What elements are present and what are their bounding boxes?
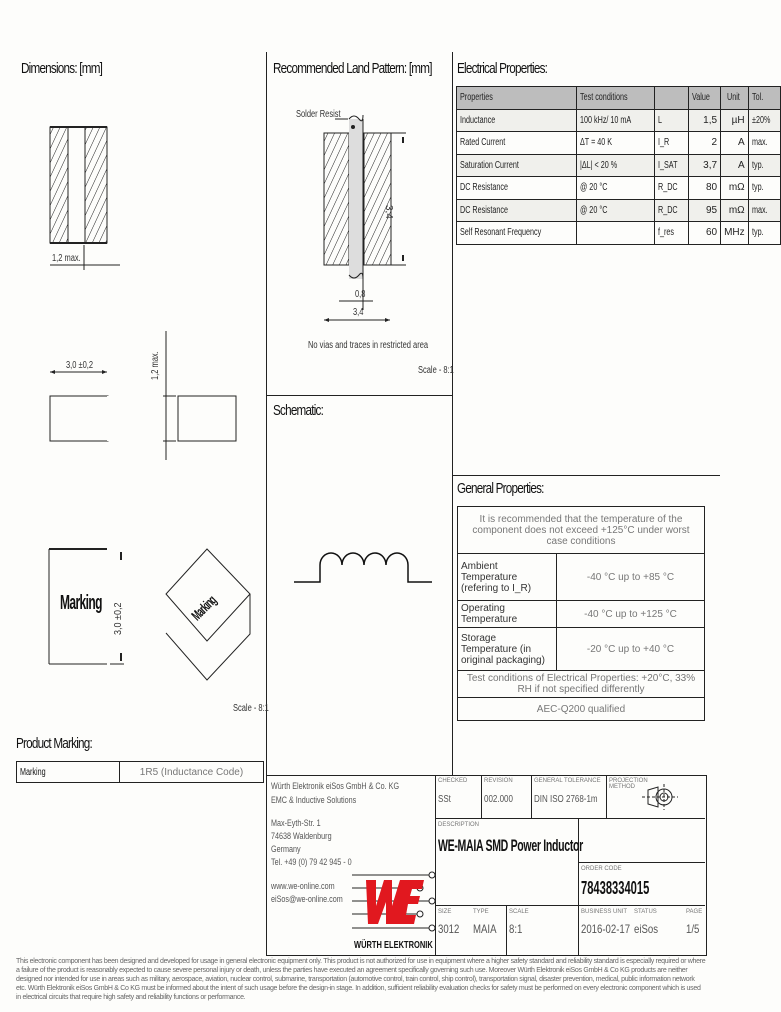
- table-row: [17, 762, 264, 783]
- header-unit: Unit: [726, 92, 740, 104]
- qualification-note: AEC-Q200 qualified: [458, 698, 705, 721]
- website-link[interactable]: www.we-online.com: [271, 881, 335, 891]
- bu-date-value: 2016-02-17: [581, 922, 631, 936]
- country: Germany: [271, 844, 301, 854]
- divider-right: [452, 52, 453, 776]
- solder-resist-label: Solder Resist: [296, 109, 341, 120]
- product-marking-title: Product Marking:: [16, 735, 92, 752]
- dim-width-label: 1,2 max.: [52, 253, 81, 264]
- value: 95: [689, 199, 721, 222]
- test-condition: 100 kHz/ 10 mA: [579, 114, 632, 126]
- type-label: TYPE: [473, 909, 489, 915]
- table-row: [458, 698, 705, 721]
- tb-divider: [435, 818, 705, 819]
- table-row: [457, 222, 781, 245]
- land-scale: Scale - 8:1: [418, 365, 454, 376]
- header-test-conditions: Test conditions: [579, 92, 628, 104]
- unit: µH: [721, 109, 749, 132]
- value: 1,5: [689, 109, 721, 132]
- table-row: [458, 628, 705, 671]
- marking-text: Marking: [60, 592, 102, 614]
- page-value: 1/5: [686, 922, 700, 936]
- tolerance: typ.: [751, 159, 764, 171]
- temperature-note: It is recommended that the temperature of the component does not exceed +125°C under worst case conditions: [458, 507, 705, 554]
- table-row: [457, 109, 781, 132]
- property-name: Self Resonant Frequency: [460, 227, 542, 239]
- dimensions-title: Dimensions: [mm]: [21, 60, 103, 77]
- property-name: Rated Current: [460, 137, 506, 149]
- table-header-row: [457, 87, 781, 110]
- table-row: [457, 132, 781, 155]
- property-name: Operating Temperature: [458, 601, 557, 628]
- tb-divider: [531, 775, 532, 818]
- description-label: DESCRIPTION: [438, 822, 480, 828]
- order-code: 78438334015: [581, 878, 650, 898]
- bu-date-label: BUSINESS UNIT: [581, 909, 628, 915]
- land-width-label: 3,4: [353, 307, 364, 318]
- symbol: I_SAT: [658, 159, 678, 171]
- dim-length-label: 3,0 ±0,2: [66, 360, 94, 371]
- unit: mΩ: [721, 199, 749, 222]
- general-properties-table: [457, 506, 705, 721]
- divider-land-schematic: [266, 395, 453, 396]
- tb-divider: [481, 775, 482, 818]
- projection-method-icon: [640, 780, 680, 814]
- property-value: -40 °C up to +85 °C: [557, 554, 705, 601]
- property-name: Ambient Temperature (refering to I_R): [458, 554, 557, 601]
- projection-label: PROJECTION METHOD: [609, 778, 648, 790]
- email-link[interactable]: eiSos@we-online.com: [271, 894, 343, 904]
- inductor-symbol: [290, 545, 440, 590]
- checked-value: SSt: [438, 794, 451, 805]
- table-row: [458, 554, 705, 601]
- property-name: Inductance: [460, 114, 496, 126]
- city: 74638 Waldenburg: [271, 831, 332, 841]
- tolerance: max.: [751, 137, 768, 149]
- test-condition: |ΔL| < 20 %: [579, 159, 618, 171]
- table-row: [457, 177, 781, 200]
- date-label: GENERAL TOLERANCE: [534, 778, 601, 784]
- land-height-label: 3,4: [383, 205, 394, 219]
- schematic-title: Schematic:: [273, 402, 324, 419]
- header-value: Value: [692, 92, 711, 104]
- dim-side-label: 3,0 ±0,2: [113, 602, 124, 635]
- checked-label: CHECKED: [438, 778, 468, 784]
- tolerance: typ.: [751, 227, 764, 239]
- we-logo: [352, 870, 436, 940]
- symbol: R_DC: [658, 204, 678, 216]
- type-value: MAIA: [473, 922, 497, 936]
- telephone: Tel. +49 (0) 79 42 945 - 0: [271, 857, 352, 867]
- value: 80: [689, 177, 721, 200]
- unit: MHz: [721, 222, 749, 245]
- property-name: Storage Temperature (in original packaging): [458, 628, 557, 671]
- tolerance: max.: [751, 204, 768, 216]
- scale-value: 8:1: [509, 922, 523, 936]
- table-row: [458, 601, 705, 628]
- revision-label: REVISION: [484, 778, 513, 784]
- size-value: 3012: [438, 922, 460, 936]
- test-condition: @ 20 °C: [579, 204, 608, 216]
- electrical-properties-table: [456, 86, 781, 245]
- marking-label: Marking: [20, 766, 46, 778]
- dimension-drawings: [0, 0, 266, 730]
- property-value: -40 °C up to +125 °C: [557, 601, 705, 628]
- tolerance: typ.: [751, 182, 764, 194]
- table-row: [457, 199, 781, 222]
- page-label: PAGE: [686, 909, 703, 915]
- property-name: Saturation Current: [460, 159, 519, 171]
- symbol: f_res: [658, 227, 675, 239]
- product-marking-table: [16, 761, 264, 783]
- tb-divider: [435, 905, 705, 906]
- unit: A: [721, 154, 749, 177]
- unit: A: [721, 132, 749, 155]
- header-properties: Properties: [460, 92, 493, 104]
- logo-brand-text: WÜRTH ELEKTRONIK: [354, 940, 433, 951]
- tb-divider: [606, 775, 607, 818]
- symbol: L: [658, 114, 663, 126]
- land-note: No vias and traces in restricted area: [308, 340, 429, 351]
- unit: mΩ: [721, 177, 749, 200]
- status-label: STATUS: [634, 909, 657, 915]
- general-title: General Properties:: [457, 480, 544, 497]
- marking-value: 1R5 (Inductance Code): [120, 762, 264, 783]
- company-name: Würth Elektronik eiSos GmbH & Co. KG: [271, 781, 400, 791]
- electrical-title: Electrical Properties:: [457, 60, 548, 77]
- land-gap-label: 0,8: [355, 289, 366, 300]
- division: EMC & Inductive Solutions: [271, 795, 357, 805]
- symbol: I_R: [658, 137, 670, 149]
- disclaimer-footer: This electronic component has been designed and developed for usage in general electronic equipment only. This product is not authorized for use in equipment where a higher safety standard and reliability standard is especially required or where a failure of the product is reasonably expected to cause severe personal injury or death, unless the parties have executed an agreement specifically governing such use. Moreover Würth Elektronik eiSos GmbH & Co KG products are neither designed nor intended for use in areas such as military, aerospace, aviation, nuclear control, submarine, transportation (automotive control, train control, ship control), transportation signal, disaster prevention, medical, public information network etc. Würth Elektronik eiSos GmbH & Co KG must be informed about the intent of such usage before the design-in stage. In addition, sufficient reliability evaluation checks for safety must be performed on every electronic component which is used in electrical circuits that require high safety and reliability functions or performance.: [16, 958, 706, 1001]
- test-condition: ΔT = 40 K: [579, 137, 612, 149]
- status-value: eiSos: [634, 922, 659, 936]
- divider-elec-general: [452, 475, 720, 476]
- value: 3,7: [689, 154, 721, 177]
- property-name: DC Resistance: [460, 204, 509, 216]
- table-row: [457, 154, 781, 177]
- size-label: SIZE: [438, 909, 452, 915]
- revision-value: 002.000: [484, 794, 513, 805]
- land-pattern-title: Recommended Land Pattern: [mm]: [273, 60, 432, 77]
- property-value: -20 °C up to +40 °C: [557, 628, 705, 671]
- scale-label: SCALE: [509, 909, 529, 915]
- dimensions-scale: Scale - 8:1: [233, 703, 269, 714]
- header-tol: Tol.: [751, 92, 763, 104]
- tolerance: ±20%: [751, 114, 771, 126]
- table-row: [458, 507, 705, 554]
- dim-height-label: 1,2 max.: [150, 351, 161, 380]
- marking-text-iso: Marking: [188, 592, 220, 624]
- street: Max-Eyth-Str. 1: [271, 818, 321, 828]
- symbol: R_DC: [658, 182, 678, 194]
- test-condition: @ 20 °C: [579, 182, 608, 194]
- property-name: DC Resistance: [460, 182, 509, 194]
- value: 60: [689, 222, 721, 245]
- order-code-label: ORDER CODE: [581, 866, 622, 872]
- table-row: [458, 671, 705, 698]
- tolerance-value: DIN ISO 2768-1m: [534, 794, 598, 805]
- product-description: WE-MAIA SMD Power Inductor: [438, 836, 583, 855]
- value: 2: [689, 132, 721, 155]
- tb-divider: [578, 862, 705, 863]
- test-conditions-note: Test conditions of Electrical Properties: +20°C, 33% RH if not specified differently: [458, 671, 705, 698]
- tb-divider: [506, 905, 507, 955]
